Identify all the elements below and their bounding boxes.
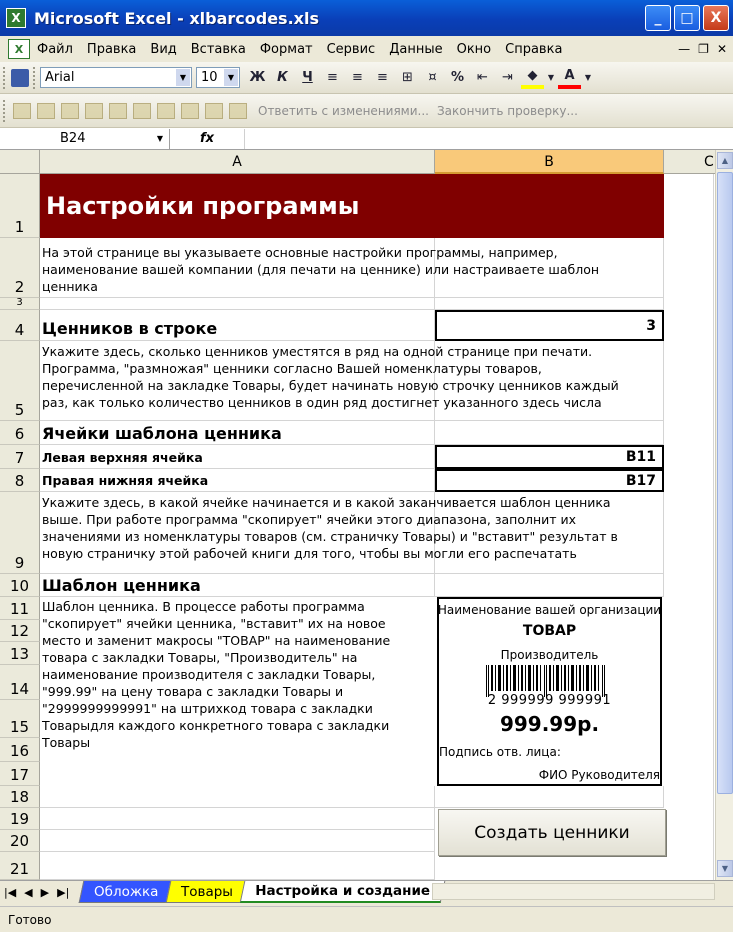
row-header[interactable]: 12 (0, 620, 40, 642)
menu-data[interactable]: Данные (389, 41, 443, 57)
row-header[interactable]: 13 (0, 642, 40, 665)
percent-button[interactable]: % (450, 70, 465, 85)
row-header[interactable]: 4 (0, 310, 40, 341)
page-title: Настройки программы (40, 174, 664, 238)
row-header[interactable]: 19 (0, 808, 40, 830)
review-tool-icon[interactable] (85, 103, 103, 119)
row-header[interactable]: 2 (0, 238, 40, 298)
review-tool-icon[interactable] (109, 103, 127, 119)
save-icon[interactable] (11, 69, 29, 87)
chevron-down-icon[interactable]: ▼ (156, 134, 163, 143)
review-tool-icon[interactable] (133, 103, 151, 119)
prev-sheet-icon[interactable]: ◀ (24, 885, 33, 899)
italic-button[interactable]: К (277, 70, 288, 85)
grid-line (40, 298, 435, 310)
font-name-select[interactable]: Arial ▼ (40, 67, 192, 88)
label-price: 999.99р. (499, 712, 600, 736)
menu-format[interactable]: Формат (259, 41, 313, 57)
menu-help[interactable]: Справка (505, 41, 563, 57)
tab-products[interactable]: Товары (165, 881, 248, 903)
select-all-corner[interactable] (0, 150, 40, 174)
bottom-right-value-cell[interactable]: B17 (435, 469, 664, 492)
label-barcode-digits: 2 999999 999991 (487, 693, 612, 708)
menu-view[interactable]: Вид (150, 41, 177, 57)
currency-icon[interactable]: ¤ (428, 70, 437, 85)
tab-cover[interactable]: Обложка (79, 881, 174, 903)
review-tool-icon[interactable] (229, 103, 247, 119)
vertical-scrollbar[interactable] (715, 150, 733, 880)
grid-line (435, 574, 664, 597)
grid-line (40, 786, 435, 808)
row-header[interactable]: 6 (0, 421, 40, 445)
chevron-down-icon[interactable]: ▼ (224, 69, 238, 86)
bottom-right-label: Правая нижняя ячейка (42, 473, 209, 488)
row-header[interactable]: 3 (0, 298, 40, 310)
row-header[interactable]: 17 (0, 762, 40, 786)
last-sheet-icon[interactable]: ▶| (57, 885, 70, 899)
close-button[interactable]: X (703, 5, 729, 31)
grid-line (435, 298, 664, 310)
menu-file[interactable]: Файл (37, 41, 73, 57)
end-review-button[interactable]: Закончить проверку... (436, 103, 578, 118)
fx-icon[interactable]: fx (170, 129, 245, 149)
review-tool-icon[interactable] (61, 103, 79, 119)
next-sheet-icon[interactable]: ▶ (40, 885, 50, 899)
column-header-a[interactable]: A (40, 150, 435, 174)
intro-text: На этой странице вы указываете основные настройки программы, например, наименование вашей компании (для печати на ценнике) или настраиваете шаблон ценника (42, 245, 600, 294)
grid-line (40, 808, 435, 830)
menu-tools[interactable]: Сервис (326, 41, 376, 57)
row-header[interactable]: 21 (0, 852, 40, 880)
review-tool-icon[interactable] (181, 103, 199, 119)
row-header[interactable]: 20 (0, 830, 40, 852)
grid-line (664, 174, 714, 880)
row-header[interactable]: 7 (0, 445, 40, 469)
align-right-icon[interactable]: ≡ (377, 70, 388, 85)
decrease-indent-icon[interactable]: ⇤ (477, 70, 488, 85)
menu-insert[interactable]: Вставка (190, 41, 246, 57)
formula-bar (0, 128, 733, 150)
column-header-b[interactable]: B (435, 150, 664, 174)
scroll-down-icon[interactable]: ▼ (717, 860, 733, 877)
align-center-icon[interactable]: ≡ (352, 70, 363, 85)
fill-color-icon[interactable]: ◆ (521, 67, 544, 89)
row-header[interactable]: 15 (0, 700, 40, 738)
review-tool-icon[interactable] (157, 103, 175, 119)
cells-note: Укажите здесь, в какой ячейке начинается и в какой заканчивается шаблон ценника выше. При работе программа "скопирует" ячейки этого диапазона, заполнит их значениями из номенклатуры товаров (см. страничку Товары) и "вставит" результат в новую страничку этой рабочей книги для того, чтобы вы могли его распечатать (42, 495, 618, 561)
bold-button[interactable]: Ж (249, 70, 266, 85)
label-org-name: Наименование вашей организации (437, 603, 662, 617)
align-left-icon[interactable]: ≡ (327, 70, 338, 85)
font-size-select[interactable]: 10 ▼ (196, 67, 240, 88)
menu-bar (0, 36, 733, 62)
per-row-label: Ценников в строке (42, 319, 218, 338)
create-price-tags-button[interactable]: Создать ценники (438, 809, 666, 856)
top-left-label: Левая верхняя ячейка (42, 450, 203, 465)
label-signature: Подпись отв. лица: (439, 745, 561, 759)
per-row-value-cell[interactable]: 3 (435, 310, 664, 341)
row-header[interactable]: 10 (0, 574, 40, 597)
label-product-name: ТОВАР (522, 623, 577, 639)
top-left-value-cell[interactable]: B11 (435, 445, 664, 469)
worksheet-grid[interactable] (0, 150, 733, 880)
doc-restore-icon[interactable]: ❐ (698, 42, 709, 56)
row-header[interactable]: 11 (0, 597, 40, 620)
reviewing-toolbar (0, 94, 733, 128)
toolbar-grip[interactable] (33, 67, 37, 89)
row-header[interactable]: 18 (0, 786, 40, 808)
scroll-thumb[interactable] (717, 172, 733, 794)
increase-indent-icon[interactable]: ⇥ (502, 70, 513, 85)
toolbar-grip[interactable] (3, 67, 7, 89)
window-title: Microsoft Excel - xlbarcodes.xls (34, 8, 319, 28)
grid-line (435, 786, 664, 808)
row-header[interactable]: 1 (0, 174, 40, 238)
first-sheet-icon[interactable]: |◀ (4, 885, 17, 899)
label-manufacturer: Производитель (500, 648, 599, 662)
minimize-button[interactable]: _ (645, 5, 671, 31)
chevron-down-icon[interactable]: ▼ (584, 73, 592, 82)
horizontal-scrollbar[interactable] (432, 883, 715, 900)
excel-app-icon[interactable]: X (6, 8, 26, 28)
grid-line (435, 421, 664, 445)
menu-window[interactable]: Окно (456, 41, 492, 57)
row-header[interactable]: 14 (0, 665, 40, 700)
formatting-toolbar (0, 62, 733, 94)
menu-edit[interactable]: Правка (86, 41, 137, 57)
row-header[interactable]: 9 (0, 492, 40, 574)
chevron-down-icon[interactable]: ▼ (547, 73, 555, 82)
maximize-button[interactable]: □ (674, 5, 700, 31)
row-header[interactable]: 16 (0, 738, 40, 762)
doc-minimize-icon[interactable]: — (678, 42, 691, 56)
column-header-c[interactable]: C (664, 150, 724, 174)
grid-line (40, 830, 435, 852)
underline-button[interactable]: Ч (302, 70, 313, 85)
merge-center-icon[interactable]: ⊞ (402, 70, 413, 85)
row-header[interactable]: 5 (0, 341, 40, 421)
per-row-note: Укажите здесь, сколько ценников уместятся в ряд на одной странице при печати. Программа, "размножая" ценники согласно Вашей номенклатуры товаров, перечисленной на закладке Товары, будет начинать новую строчку ценников каждый раз, как только количество ценников в один ряд достигнет указанного здесь числа (42, 344, 619, 410)
name-box[interactable]: B24 ▼ (0, 129, 170, 149)
review-tool-icon[interactable] (13, 103, 31, 119)
template-note: Шаблон ценника. В процессе работы программа "скопирует" ячейки ценника, "вставит" их на новое место и заменит макросы "ТОВАР" на наименование товара с закладки Товары, "Производитель" на наименование производителя с закладки Товары, "999.99" на цену товара с закладки Товары и "2999999999991" на штрихкод товара с закладки Товарыдля каждого конкретного товара с закладки Товары (42, 599, 391, 750)
row-header[interactable]: 8 (0, 469, 40, 492)
reply-with-changes-button[interactable]: Ответить с изменениями... (258, 103, 429, 118)
font-color-icon[interactable]: A (558, 67, 581, 89)
tab-navigation (0, 881, 73, 903)
review-tool-icon[interactable] (37, 103, 55, 119)
grid-line (40, 852, 435, 880)
scroll-up-icon[interactable]: ▲ (717, 152, 733, 169)
doc-close-icon[interactable]: ✕ (716, 42, 727, 56)
workbook-icon[interactable]: X (8, 39, 30, 59)
sheet-tabs-bar (0, 880, 733, 906)
template-section-header: Шаблон ценника (42, 576, 201, 595)
tab-settings[interactable]: Настройка и создание (239, 881, 445, 903)
chevron-down-icon[interactable]: ▼ (176, 69, 190, 86)
title-bar (0, 0, 733, 36)
label-director: ФИО Руководителя (538, 768, 660, 782)
status-bar (0, 906, 733, 932)
status-text: Готово (8, 912, 52, 927)
cells-section-header: Ячейки шаблона ценника (42, 424, 282, 443)
toolbar-grip[interactable] (3, 100, 7, 122)
review-tool-icon[interactable] (205, 103, 223, 119)
